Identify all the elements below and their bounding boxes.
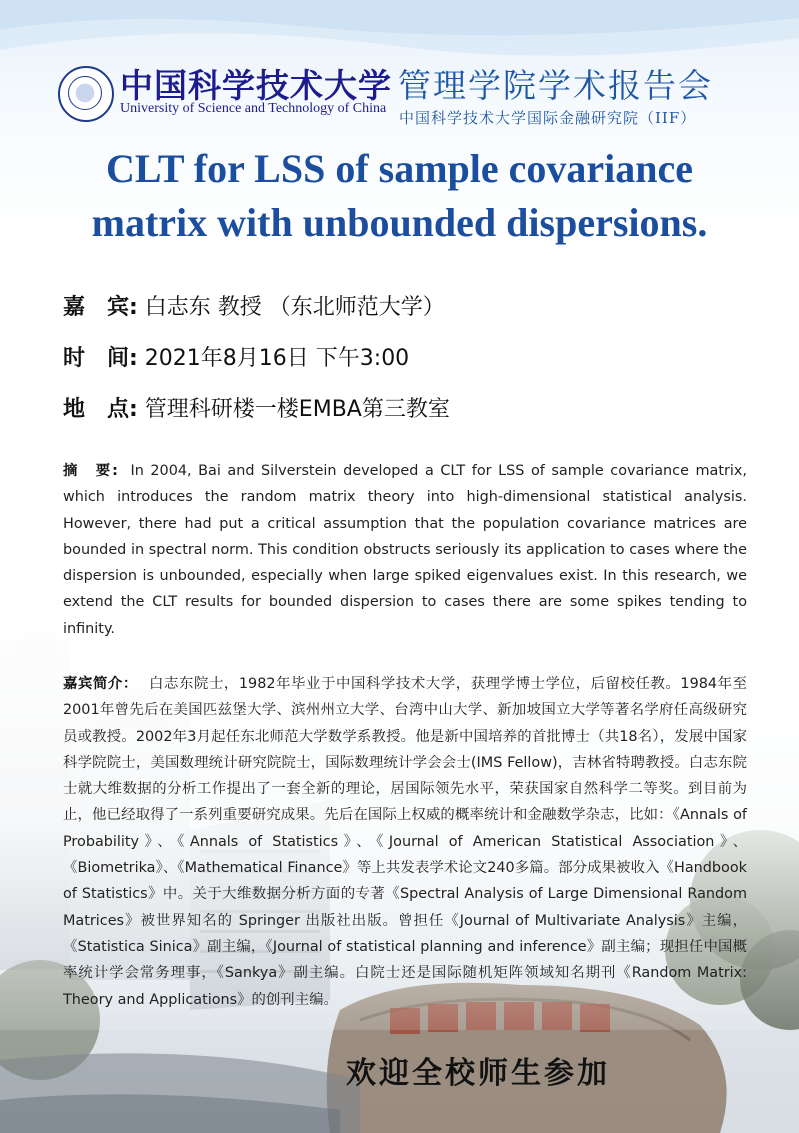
talk-title [0, 142, 799, 250]
abstract-label: 摘 要: [63, 463, 118, 479]
speaker-row [63, 290, 445, 321]
place-value: 管理科研楼一楼EMBA第三教室 [137, 397, 450, 422]
place-row [63, 392, 450, 423]
speaker-label: 嘉 宾: [63, 295, 138, 320]
talk-title-line-2: matrix with unbounded dispersions. [91, 200, 708, 245]
bio-label: 嘉宾简介： [63, 676, 138, 692]
university-name-en: University of Science and Technology of China [120, 101, 387, 116]
time-row [63, 341, 409, 372]
welcome-message: 欢迎全校师生参加 [346, 1056, 610, 1091]
speaker-bio-paragraph [63, 671, 747, 1013]
university-seal-logo [58, 66, 114, 122]
talk-title-line-1: CLT for LSS of sample covariance [105, 146, 694, 191]
bio-text: 白志东院士，1982年毕业于中国科学技术大学，获理学博士学位，后留校任教。1984年至2001年曾先后在美国匹兹堡大学、滨州州立大学、台湾中山大学、新加坡国立大学等著名学府任高级研究员或教授。2002年3月起任东北师范大学数学系教授。他是新中国培养的首批博士（共18名），发展中国家科学院院士，美国数理统计研究院院士，国际数理统计学会会士(IMS Fellow)，吉林省特聘教授。白志东院士就大维数据的分析工作提出了一套全新的理论，居国际领先水平，荣获国家自然科学二等奖。到目前为止，他已经取得了一系列重要研究成果。先后在国际上权威的概率统计和金融数学杂志，比如：《Annals of Probability》、《Annals of Statistics》、《Journal of American Statistical Association》、《Biometrika》、《Mathematical Finance》等上共发表学术论文240多篇。部分成果被收入《Handbook of Statistics》中。关于大维数据分析方面的专著《Spectral Analysis of Large Dimensional Random Matrices》被世界知名的 Springer 出版社出版。曾担任《Journal of Multivariate Analysis》主编，《Statistica Sinica》副主编，《Journal of statistical planning and inference》副主编；现担任中国概率统计学会常务理事，《Sankya》副主编。白院士还是国际随机矩阵领域知名期刊《Random Matrix: Theory and Applications》的创刊主编。 [63, 676, 747, 1008]
time-label: 时 间: [63, 346, 138, 371]
speaker-value: 白志东 教授 （东北师范大学） [137, 295, 445, 320]
place-label: 地 点: [63, 397, 138, 422]
abstract-text: In 2004, Bai and Silverstein developed a CLT for LSS of sample covariance matrix, which introduces the random matrix theory into high-dimensional statistical analysis. However, there had put a critical assumption that the population covariance matrices are bounded in spectral norm. This condition obstructs seriously its application to cases where the dispersion is unbounded, especially when large spiked eigenvalues exist. In this research, we extend the CLT results for bounded dispersion to cases there are some spikes tending to infinity. [63, 463, 747, 637]
series-title: 管理学院学术报告会 [398, 66, 713, 105]
series-subtitle: 中国科学技术大学国际金融研究院（IIF） [399, 109, 697, 127]
university-name-cn: 中国科学技术大学 [120, 66, 392, 105]
abstract-paragraph [63, 458, 747, 642]
time-value: 2021年8月16日 下午3:00 [137, 346, 410, 371]
